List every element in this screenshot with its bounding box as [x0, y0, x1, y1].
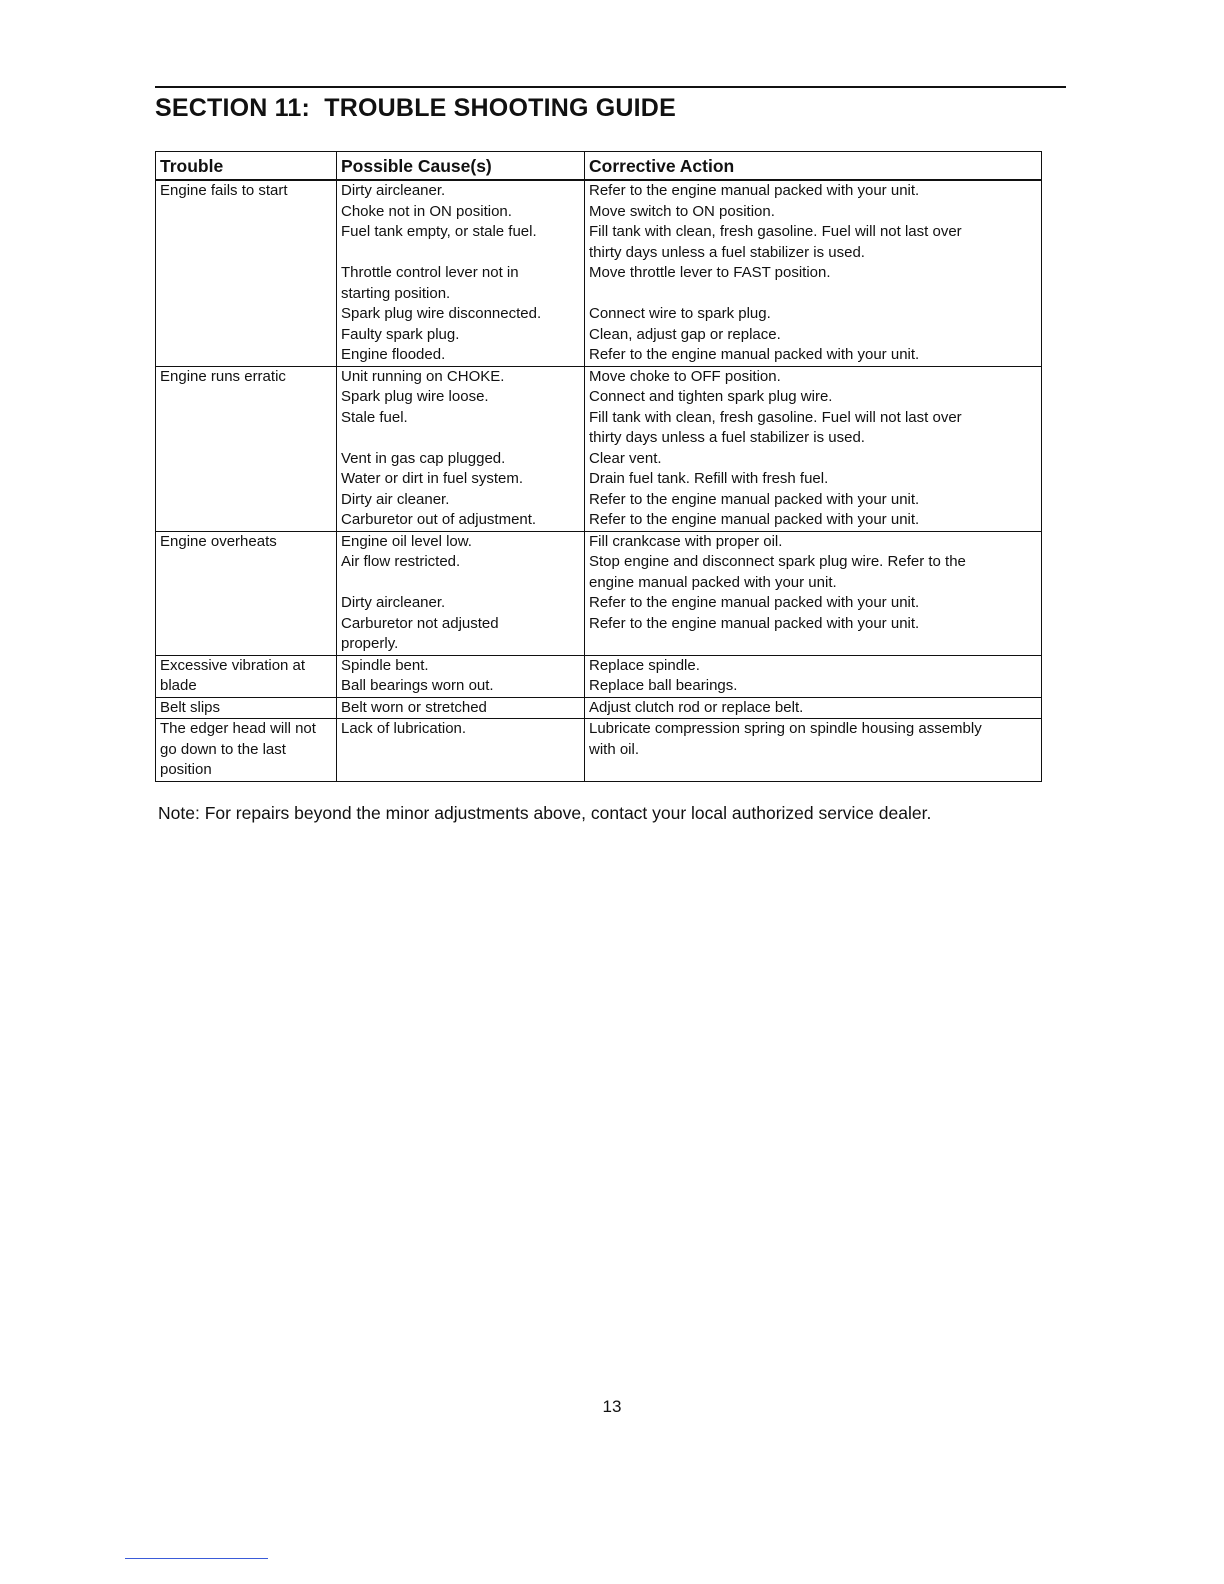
table-row [156, 552, 1042, 573]
cause-cell: Carburetor not adjusted [337, 614, 585, 635]
section-title: SECTION 11: TROUBLE SHOOTING GUIDE [155, 94, 676, 122]
trouble-cell [156, 593, 337, 614]
trouble-cell [156, 345, 337, 366]
trouble-cell [156, 304, 337, 325]
cause-cell [337, 740, 585, 761]
table-row [156, 760, 1042, 781]
action-cell: engine manual packed with your unit. [585, 573, 1042, 594]
table-row [156, 449, 1042, 470]
cause-cell: starting position. [337, 284, 585, 305]
trouble-cell [156, 408, 337, 429]
table-row [156, 510, 1042, 531]
cause-cell: Faulty spark plug. [337, 325, 585, 346]
header-trouble: Trouble [156, 152, 337, 181]
cause-cell: Carburetor out of adjustment. [337, 510, 585, 531]
trouble-cell [156, 634, 337, 655]
trouble-cell [156, 222, 337, 243]
header-possible-causes: Possible Cause(s) [337, 152, 585, 181]
trouble-cell [156, 263, 337, 284]
action-cell: thirty days unless a fuel stabilizer is used. [585, 243, 1042, 264]
table-row [156, 634, 1042, 655]
trouble-cell: go down to the last [156, 740, 337, 761]
table-row [156, 387, 1042, 408]
trouble-cell: Belt slips [156, 697, 337, 719]
table-row [156, 740, 1042, 761]
cause-cell: Dirty aircleaner. [337, 180, 585, 202]
cause-cell: Belt worn or stretched [337, 697, 585, 719]
trouble-cell: Engine overheats [156, 531, 337, 552]
trouble-shooting-table [155, 151, 1042, 782]
action-cell: Move choke to OFF position. [585, 366, 1042, 387]
action-cell: Fill crankcase with proper oil. [585, 531, 1042, 552]
trouble-cell [156, 243, 337, 264]
action-cell: Move throttle lever to FAST position. [585, 263, 1042, 284]
cause-cell [337, 428, 585, 449]
table-row [156, 469, 1042, 490]
cause-cell: Throttle control lever not in [337, 263, 585, 284]
cause-cell: Spark plug wire disconnected. [337, 304, 585, 325]
action-cell: Replace ball bearings. [585, 676, 1042, 697]
action-cell: Connect wire to spark plug. [585, 304, 1042, 325]
cause-cell [337, 573, 585, 594]
action-cell: Refer to the engine manual packed with your unit. [585, 180, 1042, 202]
trouble-cell: blade [156, 676, 337, 697]
cause-cell: Lack of lubrication. [337, 719, 585, 740]
cause-cell: Choke not in ON position. [337, 202, 585, 223]
action-cell: Replace spindle. [585, 655, 1042, 676]
trouble-cell [156, 325, 337, 346]
table-row [156, 325, 1042, 346]
table-row [156, 676, 1042, 697]
trouble-cell [156, 552, 337, 573]
table-row [156, 366, 1042, 387]
action-cell: Refer to the engine manual packed with your unit. [585, 345, 1042, 366]
trouble-cell: The edger head will not [156, 719, 337, 740]
cause-cell: Air flow restricted. [337, 552, 585, 573]
table-row [156, 263, 1042, 284]
action-cell [585, 634, 1042, 655]
cause-cell: Engine oil level low. [337, 531, 585, 552]
table-row [156, 719, 1042, 740]
action-cell: Lubricate compression spring on spindle housing assembly [585, 719, 1042, 740]
cause-cell [337, 760, 585, 781]
cause-cell: Ball bearings worn out. [337, 676, 585, 697]
table-body [156, 180, 1042, 781]
action-cell: Move switch to ON position. [585, 202, 1042, 223]
cause-cell: Vent in gas cap plugged. [337, 449, 585, 470]
trouble-cell: position [156, 760, 337, 781]
action-cell: Refer to the engine manual packed with your unit. [585, 490, 1042, 511]
table-row [156, 531, 1042, 552]
table-header-row [156, 152, 1042, 181]
table-row [156, 243, 1042, 264]
table-row [156, 222, 1042, 243]
table-row [156, 202, 1042, 223]
action-cell: Drain fuel tank. Refill with fresh fuel. [585, 469, 1042, 490]
trouble-cell [156, 202, 337, 223]
table-row [156, 428, 1042, 449]
table-row [156, 180, 1042, 202]
cause-cell: Fuel tank empty, or stale fuel. [337, 222, 585, 243]
cause-cell: Stale fuel. [337, 408, 585, 429]
trouble-cell [156, 573, 337, 594]
action-cell: thirty days unless a fuel stabilizer is used. [585, 428, 1042, 449]
action-cell [585, 760, 1042, 781]
table-row [156, 408, 1042, 429]
trouble-cell [156, 449, 337, 470]
trouble-cell [156, 614, 337, 635]
trouble-cell [156, 428, 337, 449]
action-cell [585, 284, 1042, 305]
action-cell: Fill tank with clean, fresh gasoline. Fuel will not last over [585, 408, 1042, 429]
table-row [156, 304, 1042, 325]
trouble-cell [156, 284, 337, 305]
trouble-cell [156, 510, 337, 531]
action-cell: Refer to the engine manual packed with your unit. [585, 593, 1042, 614]
table-row [156, 345, 1042, 366]
bottom-rule [125, 1558, 268, 1559]
page-number: 13 [602, 1397, 622, 1416]
action-cell: Stop engine and disconnect spark plug wire. Refer to the [585, 552, 1042, 573]
service-note: Note: For repairs beyond the minor adjustments above, contact your local authorized service dealer. [158, 803, 932, 823]
trouble-cell [156, 387, 337, 408]
table-row [156, 593, 1042, 614]
cause-cell: properly. [337, 634, 585, 655]
trouble-cell [156, 469, 337, 490]
trouble-cell: Excessive vibration at [156, 655, 337, 676]
trouble-cell [156, 490, 337, 511]
table-row [156, 490, 1042, 511]
table-row [156, 614, 1042, 635]
action-cell: Refer to the engine manual packed with your unit. [585, 510, 1042, 531]
cause-cell: Dirty aircleaner. [337, 593, 585, 614]
action-cell: Connect and tighten spark plug wire. [585, 387, 1042, 408]
header-corrective-action: Corrective Action [585, 152, 1042, 181]
action-cell: Adjust clutch rod or replace belt. [585, 697, 1042, 719]
action-cell: Clear vent. [585, 449, 1042, 470]
cause-cell: Spark plug wire loose. [337, 387, 585, 408]
action-cell: Fill tank with clean, fresh gasoline. Fuel will not last over [585, 222, 1042, 243]
cause-cell: Engine flooded. [337, 345, 585, 366]
action-cell: Refer to the engine manual packed with your unit. [585, 614, 1042, 635]
action-cell: with oil. [585, 740, 1042, 761]
cause-cell: Spindle bent. [337, 655, 585, 676]
table-row [156, 655, 1042, 676]
action-cell: Clean, adjust gap or replace. [585, 325, 1042, 346]
table-row [156, 284, 1042, 305]
cause-cell: Water or dirt in fuel system. [337, 469, 585, 490]
cause-cell [337, 243, 585, 264]
cause-cell: Unit running on CHOKE. [337, 366, 585, 387]
top-rule [155, 86, 1066, 88]
trouble-cell: Engine runs erratic [156, 366, 337, 387]
trouble-cell: Engine fails to start [156, 180, 337, 202]
cause-cell: Dirty air cleaner. [337, 490, 585, 511]
table-row [156, 573, 1042, 594]
table-row [156, 697, 1042, 719]
